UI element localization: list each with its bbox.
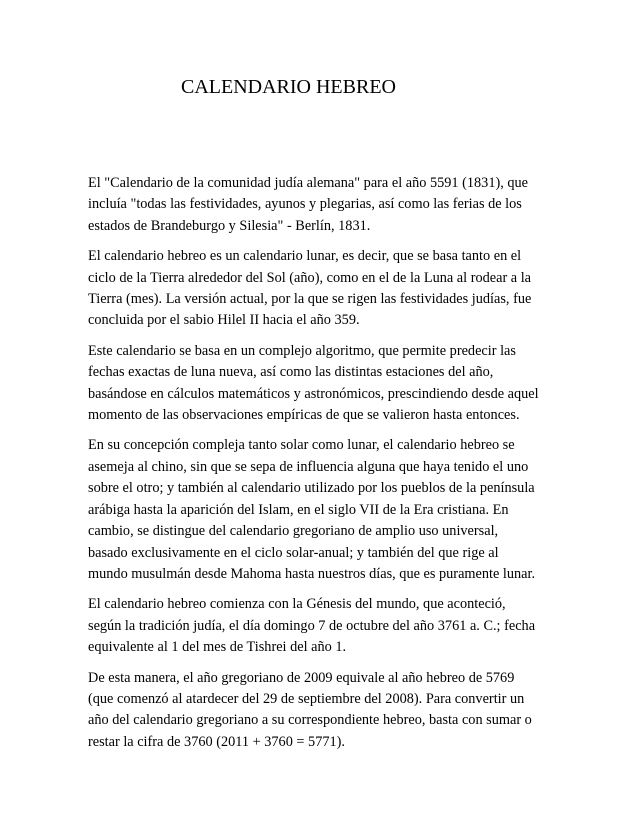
text-line: arábiga hasta la aparición del Islam, en el siglo VII de la Era cristiana. En [88, 501, 509, 518]
text-line: fechas exactas de luna nueva, así como las distintas estaciones del año, [88, 364, 494, 381]
document-body [88, 173, 558, 762]
paragraph-2 [88, 246, 558, 332]
text-line: (que comenzó al atardecer del 29 de septiembre del 2008). Para convertir un [88, 690, 525, 707]
text-line: El "Calendario de la comunidad judía alemana" para el año 5591 (1831), que [88, 175, 529, 191]
paragraph-4 [88, 435, 558, 585]
text-line: Este calendario se basa en un complejo algoritmo, que permite predecir las [88, 342, 516, 359]
text-line: concluida por el sabio Hilel II hacia el año 359. [88, 312, 360, 329]
text-line: ciclo de la Tierra alrededor del Sol (año), como en el de la Luna al rodear a la [88, 269, 532, 286]
text-line: incluía "todas las festividades, ayunos y plegarias, así como las ferias de los [88, 196, 522, 213]
text-line: equivalente al 1 del mes de Tishrei del año 1. [88, 639, 347, 656]
text-line: En su concepción compleja tanto solar como lunar, el calendario hebreo se [88, 437, 515, 454]
text-line: basándose en cálculos matemáticos y astronómicos, prescindiendo desde aquel [88, 385, 539, 402]
text-line: según la tradición judía, el día domingo 7 de octubre del año 3761 a. C.; fecha [88, 617, 536, 634]
text-line: mundo musulmán desde Mahoma hasta nuestros días, que es puramente lunar. [88, 565, 536, 582]
text-line: De esta manera, el año gregoriano de 2009 equivale al año hebreo de 5769 [88, 669, 515, 686]
text-line: restar la cifra de 3760 (2011 + 3760 = 5771). [88, 733, 345, 750]
paragraph-1 [88, 173, 558, 237]
text-line: cambio, se distingue del calendario gregoriano de amplio uso universal, [88, 523, 499, 540]
text-line: basado exclusivamente en el ciclo solar-anual; y también del que rige al [88, 544, 499, 561]
text-line: estados de Brandeburgo y Silesia" - Berlín, 1831. [88, 217, 371, 234]
text-line: momento de las observaciones empíricas de que se valieron hasta entonces. [88, 407, 520, 424]
paragraph-6 [88, 668, 558, 754]
paragraph-3 [88, 341, 558, 427]
text-line: El calendario hebreo es un calendario lunar, es decir, que se basa tanto en el [88, 248, 522, 265]
text-line: El calendario hebreo comienza con la Génesis del mundo, que aconteció, [88, 596, 506, 613]
text-line: asemeja al chino, sin que se sepa de influencia alguna que haya tenido el uno [88, 458, 529, 475]
text-line: año del calendario gregoriano a su correspondiente hebreo, basta con sumar o [88, 712, 532, 729]
page-title: CALENDARIO HEBREO [181, 76, 396, 98]
text-line: sobre el otro; y también al calendario utilizado por los pueblos de la península [88, 480, 535, 497]
paragraph-5 [88, 594, 558, 658]
text-line: Tierra (mes). La versión actual, por la que se rigen las festividades judías, fue [88, 291, 532, 308]
